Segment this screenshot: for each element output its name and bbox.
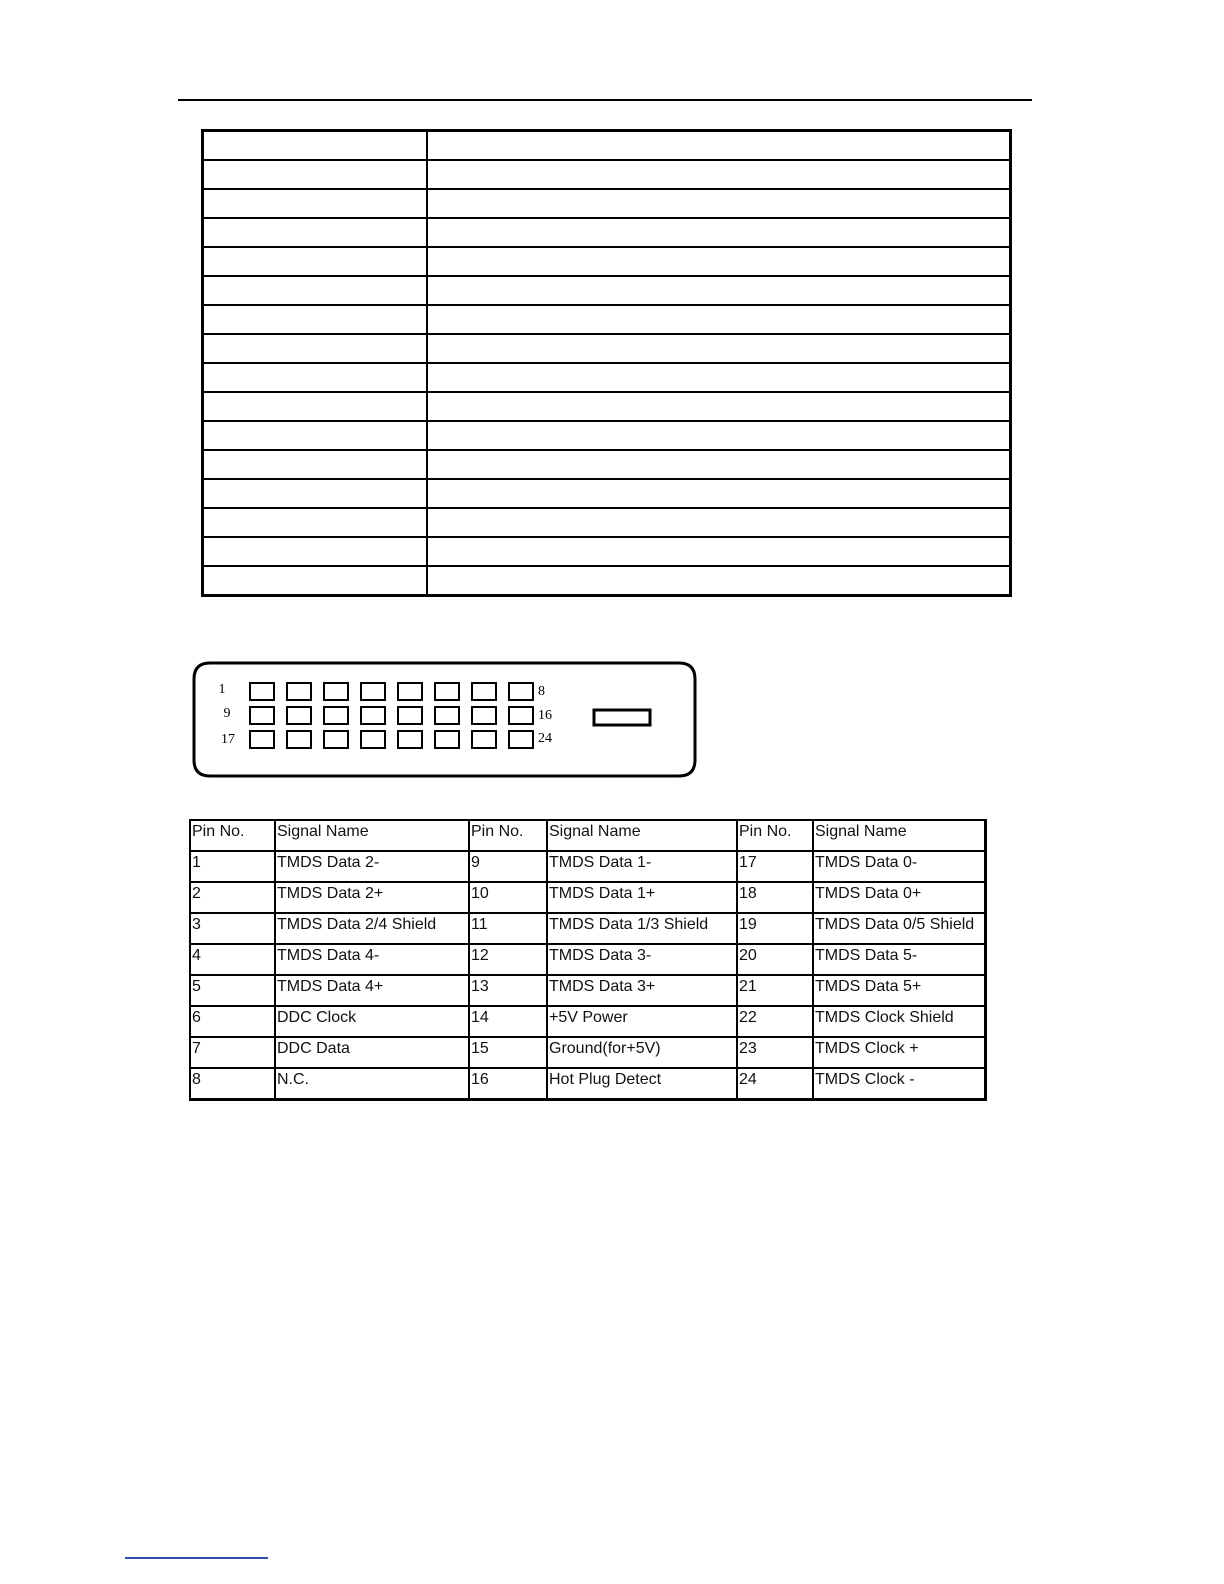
dvi-connector-diagram [192, 661, 697, 778]
pin-number: 13 [469, 975, 547, 1006]
table-row [190, 944, 985, 975]
signal-name: TMDS Data 2/4 Shield [275, 913, 469, 944]
row-label-right: 8 [538, 684, 545, 699]
table-row [203, 276, 1011, 305]
column-header: Signal Name [275, 820, 469, 851]
column-header: Signal Name [547, 820, 737, 851]
table-row [203, 131, 1011, 161]
footer-link-underline[interactable] [125, 1557, 268, 1559]
pin-number: 3 [190, 913, 275, 944]
table-row [203, 334, 1011, 363]
pin-number: 6 [190, 1006, 275, 1037]
table-row [203, 421, 1011, 450]
pin-number: 8 [190, 1068, 275, 1100]
pin-socket [509, 683, 533, 700]
table-header-row [190, 820, 985, 851]
signal-name: TMDS Data 1/3 Shield [547, 913, 737, 944]
pin-number: 21 [737, 975, 813, 1006]
pin-number: 12 [469, 944, 547, 975]
signal-name: DDC Clock [275, 1006, 469, 1037]
signal-name: +5V Power [547, 1006, 737, 1037]
signal-name: TMDS Data 0/5 Shield [813, 913, 985, 944]
signal-name: TMDS Data 2- [275, 851, 469, 882]
table-row [190, 975, 985, 1006]
pin-number: 20 [737, 944, 813, 975]
signal-name: TMDS Data 4- [275, 944, 469, 975]
pin-socket [509, 731, 533, 748]
pin-assignment-table [189, 819, 987, 1101]
pin-number: 16 [469, 1068, 547, 1100]
table-row [203, 508, 1011, 537]
pin-grid [250, 683, 533, 748]
signal-name: TMDS Data 0- [813, 851, 985, 882]
pin-socket [324, 707, 348, 724]
pin-number: 23 [737, 1037, 813, 1068]
row-label-left: 9 [223, 706, 231, 721]
ground-blade [594, 710, 650, 725]
pin-socket [287, 683, 311, 700]
pin-number: 2 [190, 882, 275, 913]
table-row [203, 247, 1011, 276]
table-row [203, 392, 1011, 421]
column-header: Pin No. [190, 820, 275, 851]
signal-name: TMDS Clock - [813, 1068, 985, 1100]
connector-outline [194, 663, 695, 776]
pin-socket [250, 683, 274, 700]
column-header: Pin No. [737, 820, 813, 851]
table-row [190, 882, 985, 913]
pin-number: 19 [737, 913, 813, 944]
pin-socket [250, 707, 274, 724]
table-row [203, 479, 1011, 508]
column-header: Signal Name [813, 820, 985, 851]
pin-socket [509, 707, 533, 724]
pin-number: 10 [469, 882, 547, 913]
row-label-right: 16 [538, 708, 552, 723]
pin-socket [472, 731, 496, 748]
pin-socket [361, 731, 385, 748]
table-row [190, 913, 985, 944]
pin-number: 1 [190, 851, 275, 882]
signal-name: N.C. [275, 1068, 469, 1100]
table-row [203, 189, 1011, 218]
row-label-right: 24 [538, 731, 552, 746]
signal-name: Ground(for+5V) [547, 1037, 737, 1068]
signal-name: TMDS Data 5+ [813, 975, 985, 1006]
table-row [203, 160, 1011, 189]
row-label-left: 1 [218, 682, 226, 697]
pin-socket [324, 683, 348, 700]
pin-socket [287, 731, 311, 748]
pin-socket [435, 731, 459, 748]
spec-table-empty [201, 129, 1012, 597]
signal-name: TMDS Data 2+ [275, 882, 469, 913]
table-row [190, 1037, 985, 1068]
table-row [203, 450, 1011, 479]
signal-name: TMDS Clock + [813, 1037, 985, 1068]
row-label-left: 17 [221, 732, 235, 747]
signal-name: TMDS Data 3+ [547, 975, 737, 1006]
table-row [203, 363, 1011, 392]
header-rule [178, 99, 1032, 101]
pin-number: 17 [737, 851, 813, 882]
table-row [203, 305, 1011, 334]
pin-socket [287, 707, 311, 724]
pin-socket [250, 731, 274, 748]
table-row [190, 1006, 985, 1037]
table-row [203, 537, 1011, 566]
pin-socket [398, 707, 422, 724]
pin-number: 24 [737, 1068, 813, 1100]
table-row [190, 851, 985, 882]
signal-name: TMDS Data 1+ [547, 882, 737, 913]
pin-socket [472, 707, 496, 724]
signal-name: TMDS Data 1- [547, 851, 737, 882]
pin-socket [435, 707, 459, 724]
table-row [203, 218, 1011, 247]
column-header: Pin No. [469, 820, 547, 851]
pin-socket [435, 683, 459, 700]
pin-socket [398, 683, 422, 700]
pin-number: 15 [469, 1037, 547, 1068]
table-row [203, 566, 1011, 596]
pin-socket [361, 707, 385, 724]
pin-number: 9 [469, 851, 547, 882]
pin-number: 5 [190, 975, 275, 1006]
signal-name: DDC Data [275, 1037, 469, 1068]
pin-number: 7 [190, 1037, 275, 1068]
pin-number: 4 [190, 944, 275, 975]
signal-name: TMDS Clock Shield [813, 1006, 985, 1037]
signal-name: TMDS Data 5- [813, 944, 985, 975]
pin-number: 14 [469, 1006, 547, 1037]
signal-name: TMDS Data 3- [547, 944, 737, 975]
pin-socket [324, 731, 348, 748]
table-row [190, 1068, 985, 1100]
pin-number: 18 [737, 882, 813, 913]
pin-number: 22 [737, 1006, 813, 1037]
signal-name: TMDS Data 0+ [813, 882, 985, 913]
signal-name: Hot Plug Detect [547, 1068, 737, 1100]
pin-socket [398, 731, 422, 748]
pin-socket [361, 683, 385, 700]
signal-name: TMDS Data 4+ [275, 975, 469, 1006]
pin-socket [472, 683, 496, 700]
pin-number: 11 [469, 913, 547, 944]
